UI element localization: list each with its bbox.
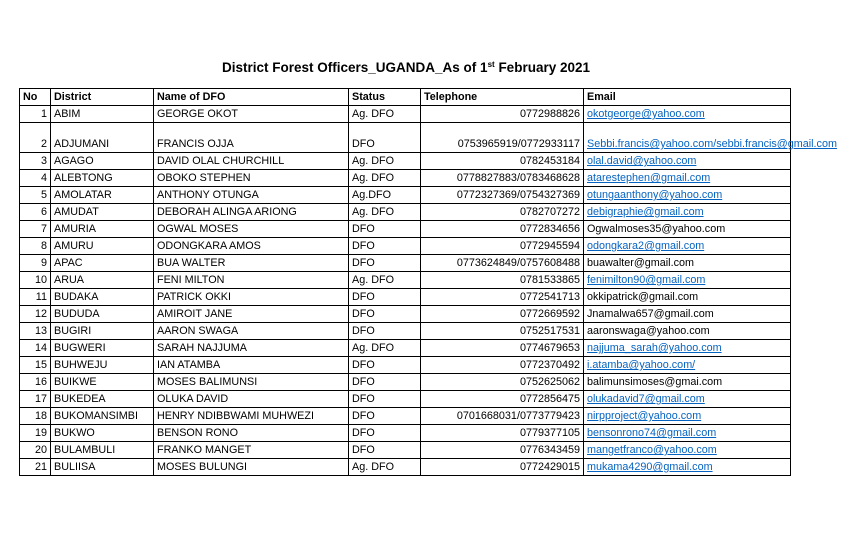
cell-name: AMIROIT JANE: [154, 306, 349, 323]
cell-email: [584, 106, 791, 123]
cell-status: DFO: [349, 374, 421, 391]
cell-telephone: 0772370492: [421, 357, 584, 374]
cell-status: DFO: [349, 255, 421, 272]
cell-name: OLUKA DAVID: [154, 391, 349, 408]
cell-email: [584, 425, 791, 442]
cell-no: 4: [20, 170, 51, 187]
email-link[interactable]: najjuma_sarah@yahoo.com: [587, 342, 722, 354]
cell-status: Ag. DFO: [349, 272, 421, 289]
cell-name: OGWAL MOSES: [154, 221, 349, 238]
cell-status: DFO: [349, 391, 421, 408]
cell-telephone: 0752517531: [421, 323, 584, 340]
cell-name: ANTHONY OTUNGA: [154, 187, 349, 204]
cell-name: HENRY NDIBBWAMI MUHWEZI: [154, 408, 349, 425]
cell-no: 19: [20, 425, 51, 442]
cell-name: IAN ATAMBA: [154, 357, 349, 374]
cell-email: [584, 238, 791, 255]
table-row: [20, 459, 791, 476]
cell-district: BUHWEJU: [51, 357, 154, 374]
email-link[interactable]: debigraphie@gmail.com: [587, 206, 704, 218]
cell-email: [584, 323, 791, 340]
cell-telephone: 0772856475: [421, 391, 584, 408]
cell-district: AMOLATAR: [51, 187, 154, 204]
email-link[interactable]: olal.david@yahoo.com: [587, 155, 697, 167]
cell-email: [584, 442, 791, 459]
email-link[interactable]: Jnamalwa657@gmail.com: [587, 308, 714, 320]
cell-email: [584, 123, 837, 153]
cell-district: AGAGO: [51, 153, 154, 170]
cell-no: 2: [20, 123, 51, 153]
cell-no: 17: [20, 391, 51, 408]
email-link[interactable]: odongkara2@gmail.com: [587, 240, 705, 252]
email-link[interactable]: bensonrono74@gmail.com: [587, 427, 717, 439]
email-link[interactable]: i.atamba@yahoo.com/: [587, 359, 696, 371]
cell-telephone: 0782707272: [421, 204, 584, 221]
cell-district: ARUA: [51, 272, 154, 289]
email-link[interactable]: Sebbi.francis@yahoo.com/sebbi.francis@gmail.com: [587, 138, 837, 150]
table-row: [20, 425, 791, 442]
email-link[interactable]: okkipatrick@gmail.com: [587, 291, 699, 303]
table-row: [20, 153, 791, 170]
cell-district: BUKOMANSIMBI: [51, 408, 154, 425]
cell-name: BENSON RONO: [154, 425, 349, 442]
cell-email: [584, 204, 791, 221]
cell-district: ALEBTONG: [51, 170, 154, 187]
header-status: Status: [349, 89, 421, 106]
cell-email: [584, 289, 791, 306]
cell-no: 20: [20, 442, 51, 459]
cell-name: FENI MILTON: [154, 272, 349, 289]
table-row: [20, 123, 791, 153]
cell-telephone: 0778827883/0783468628: [421, 170, 584, 187]
cell-district: BUGIRI: [51, 323, 154, 340]
cell-email: [584, 153, 791, 170]
cell-name: ODONGKARA AMOS: [154, 238, 349, 255]
cell-no: 16: [20, 374, 51, 391]
email-link[interactable]: buawalter@gmail.com: [587, 257, 694, 269]
cell-telephone: 0772327369/0754327369: [421, 187, 584, 204]
table-row: [20, 391, 791, 408]
cell-no: 9: [20, 255, 51, 272]
cell-status: DFO: [349, 123, 421, 153]
cell-status: Ag. DFO: [349, 106, 421, 123]
email-link[interactable]: mangetfranco@yahoo.com: [587, 444, 717, 456]
email-link[interactable]: olukadavid7@gmail.com: [587, 393, 705, 405]
cell-district: BUGWERI: [51, 340, 154, 357]
table-row: [20, 238, 791, 255]
table-row: [20, 374, 791, 391]
cell-status: DFO: [349, 442, 421, 459]
cell-no: 13: [20, 323, 51, 340]
cell-telephone: 0776343459: [421, 442, 584, 459]
cell-email: [584, 306, 791, 323]
cell-name: PATRICK OKKI: [154, 289, 349, 306]
cell-no: 8: [20, 238, 51, 255]
table-row: [20, 408, 791, 425]
cell-name: MOSES BALIMUNSI: [154, 374, 349, 391]
cell-telephone: 0701668031/0773779423: [421, 408, 584, 425]
cell-telephone: 0772669592: [421, 306, 584, 323]
cell-name: DAVID OLAL CHURCHILL: [154, 153, 349, 170]
cell-telephone: 0753965919/0772933117: [421, 123, 584, 153]
title-main: District Forest Officers_UGANDA_As of 1: [221, 60, 488, 75]
table-header-row: [20, 89, 791, 106]
cell-district: BUDAKA: [51, 289, 154, 306]
cell-no: 6: [20, 204, 51, 221]
cell-no: 18: [20, 408, 51, 425]
cell-name: FRANCIS OJJA: [154, 123, 349, 153]
cell-district: BUKWO: [51, 425, 154, 442]
cell-telephone: 0782453184: [421, 153, 584, 170]
cell-email: [584, 408, 791, 425]
cell-email: [584, 255, 791, 272]
cell-district: AMURIA: [51, 221, 154, 238]
table-row: [20, 204, 791, 221]
cell-name: AARON SWAGA: [154, 323, 349, 340]
cell-status: Ag. DFO: [349, 170, 421, 187]
cell-email: [584, 374, 791, 391]
document-title: [0, 60, 812, 75]
cell-no: 21: [20, 459, 51, 476]
header-telephone: Telephone: [421, 89, 584, 106]
cell-name: GEORGE OKOT: [154, 106, 349, 123]
cell-telephone: 0773624849/0757608488: [421, 255, 584, 272]
table-row: [20, 255, 791, 272]
cell-name: OBOKO STEPHEN: [154, 170, 349, 187]
table-row: [20, 289, 791, 306]
table-row: [20, 357, 791, 374]
cell-telephone: 0772945594: [421, 238, 584, 255]
cell-no: 3: [20, 153, 51, 170]
header-no: No: [20, 89, 51, 106]
cell-district: ABIM: [51, 106, 154, 123]
table-row: [20, 323, 791, 340]
title-superscript: st: [487, 60, 495, 69]
cell-no: 7: [20, 221, 51, 238]
table-row: [20, 170, 791, 187]
table-row: [20, 187, 791, 204]
email-link[interactable]: aaronswaga@yahoo.com: [587, 325, 710, 337]
cell-status: DFO: [349, 425, 421, 442]
cell-district: AMURU: [51, 238, 154, 255]
cell-name: SARAH NAJJUMA: [154, 340, 349, 357]
email-link[interactable]: otungaanthony@yahoo.com: [587, 189, 723, 201]
cell-telephone: 0752625062: [421, 374, 584, 391]
title-tail: February 2021: [494, 60, 590, 75]
cell-district: BUDUDA: [51, 306, 154, 323]
header-name: Name of DFO: [154, 89, 349, 106]
cell-name: DEBORAH ALINGA ARIONG: [154, 204, 349, 221]
cell-status: Ag. DFO: [349, 204, 421, 221]
cell-email: [584, 187, 791, 204]
email-link[interactable]: atarestephen@gmail.com: [587, 172, 711, 184]
cell-district: BUKEDEA: [51, 391, 154, 408]
table-row: [20, 340, 791, 357]
cell-no: 14: [20, 340, 51, 357]
cell-district: BULAMBULI: [51, 442, 154, 459]
cell-no: 11: [20, 289, 51, 306]
cell-no: 12: [20, 306, 51, 323]
cell-email: [584, 272, 791, 289]
cell-district: ADJUMANI: [51, 123, 154, 153]
cell-status: DFO: [349, 306, 421, 323]
cell-telephone: 0781533865: [421, 272, 584, 289]
cell-status: Ag. DFO: [349, 459, 421, 476]
cell-no: 15: [20, 357, 51, 374]
email-link[interactable]: okotgeorge@yahoo.com: [587, 108, 705, 120]
cell-district: BUIKWE: [51, 374, 154, 391]
header-email: Email: [584, 89, 791, 106]
email-link[interactable]: balimunsimoses@gmai.com: [587, 376, 723, 388]
header-district: District: [51, 89, 154, 106]
table-body: [20, 106, 837, 476]
email-link[interactable]: fenimilton90@gmail.com: [587, 274, 706, 286]
cell-status: DFO: [349, 408, 421, 425]
cell-no: 5: [20, 187, 51, 204]
cell-telephone: 0772541713: [421, 289, 584, 306]
cell-telephone: 0772834656: [421, 221, 584, 238]
email-link[interactable]: mukama4290@gmail.com: [587, 461, 713, 473]
table-row: [20, 106, 791, 123]
cell-status: Ag.DFO: [349, 187, 421, 204]
cell-name: FRANKO MANGET: [154, 442, 349, 459]
cell-email: [584, 357, 791, 374]
dfo-table: [19, 88, 837, 476]
cell-status: Ag. DFO: [349, 340, 421, 357]
cell-status: DFO: [349, 357, 421, 374]
cell-district: APAC: [51, 255, 154, 272]
cell-status: DFO: [349, 323, 421, 340]
cell-email: [584, 340, 791, 357]
cell-telephone: 0772988826: [421, 106, 584, 123]
cell-status: DFO: [349, 238, 421, 255]
cell-status: DFO: [349, 221, 421, 238]
cell-telephone: 0772429015: [421, 459, 584, 476]
cell-district: BULIISA: [51, 459, 154, 476]
cell-name: MOSES BULUNGI: [154, 459, 349, 476]
cell-telephone: 0779377105: [421, 425, 584, 442]
table-row: [20, 221, 791, 238]
table-row: [20, 306, 791, 323]
table-row: [20, 272, 791, 289]
email-link[interactable]: nirpproject@yahoo.com: [587, 410, 702, 422]
email-link[interactable]: Ogwalmoses35@yahoo.com: [587, 223, 726, 235]
cell-email: [584, 391, 791, 408]
cell-status: Ag. DFO: [349, 153, 421, 170]
cell-email: [584, 170, 791, 187]
cell-district: AMUDAT: [51, 204, 154, 221]
cell-no: 10: [20, 272, 51, 289]
cell-status: DFO: [349, 289, 421, 306]
cell-email: [584, 459, 791, 476]
cell-telephone: 0774679653: [421, 340, 584, 357]
cell-email: [584, 221, 791, 238]
cell-no: 1: [20, 106, 51, 123]
table-row: [20, 442, 791, 459]
cell-name: BUA WALTER: [154, 255, 349, 272]
